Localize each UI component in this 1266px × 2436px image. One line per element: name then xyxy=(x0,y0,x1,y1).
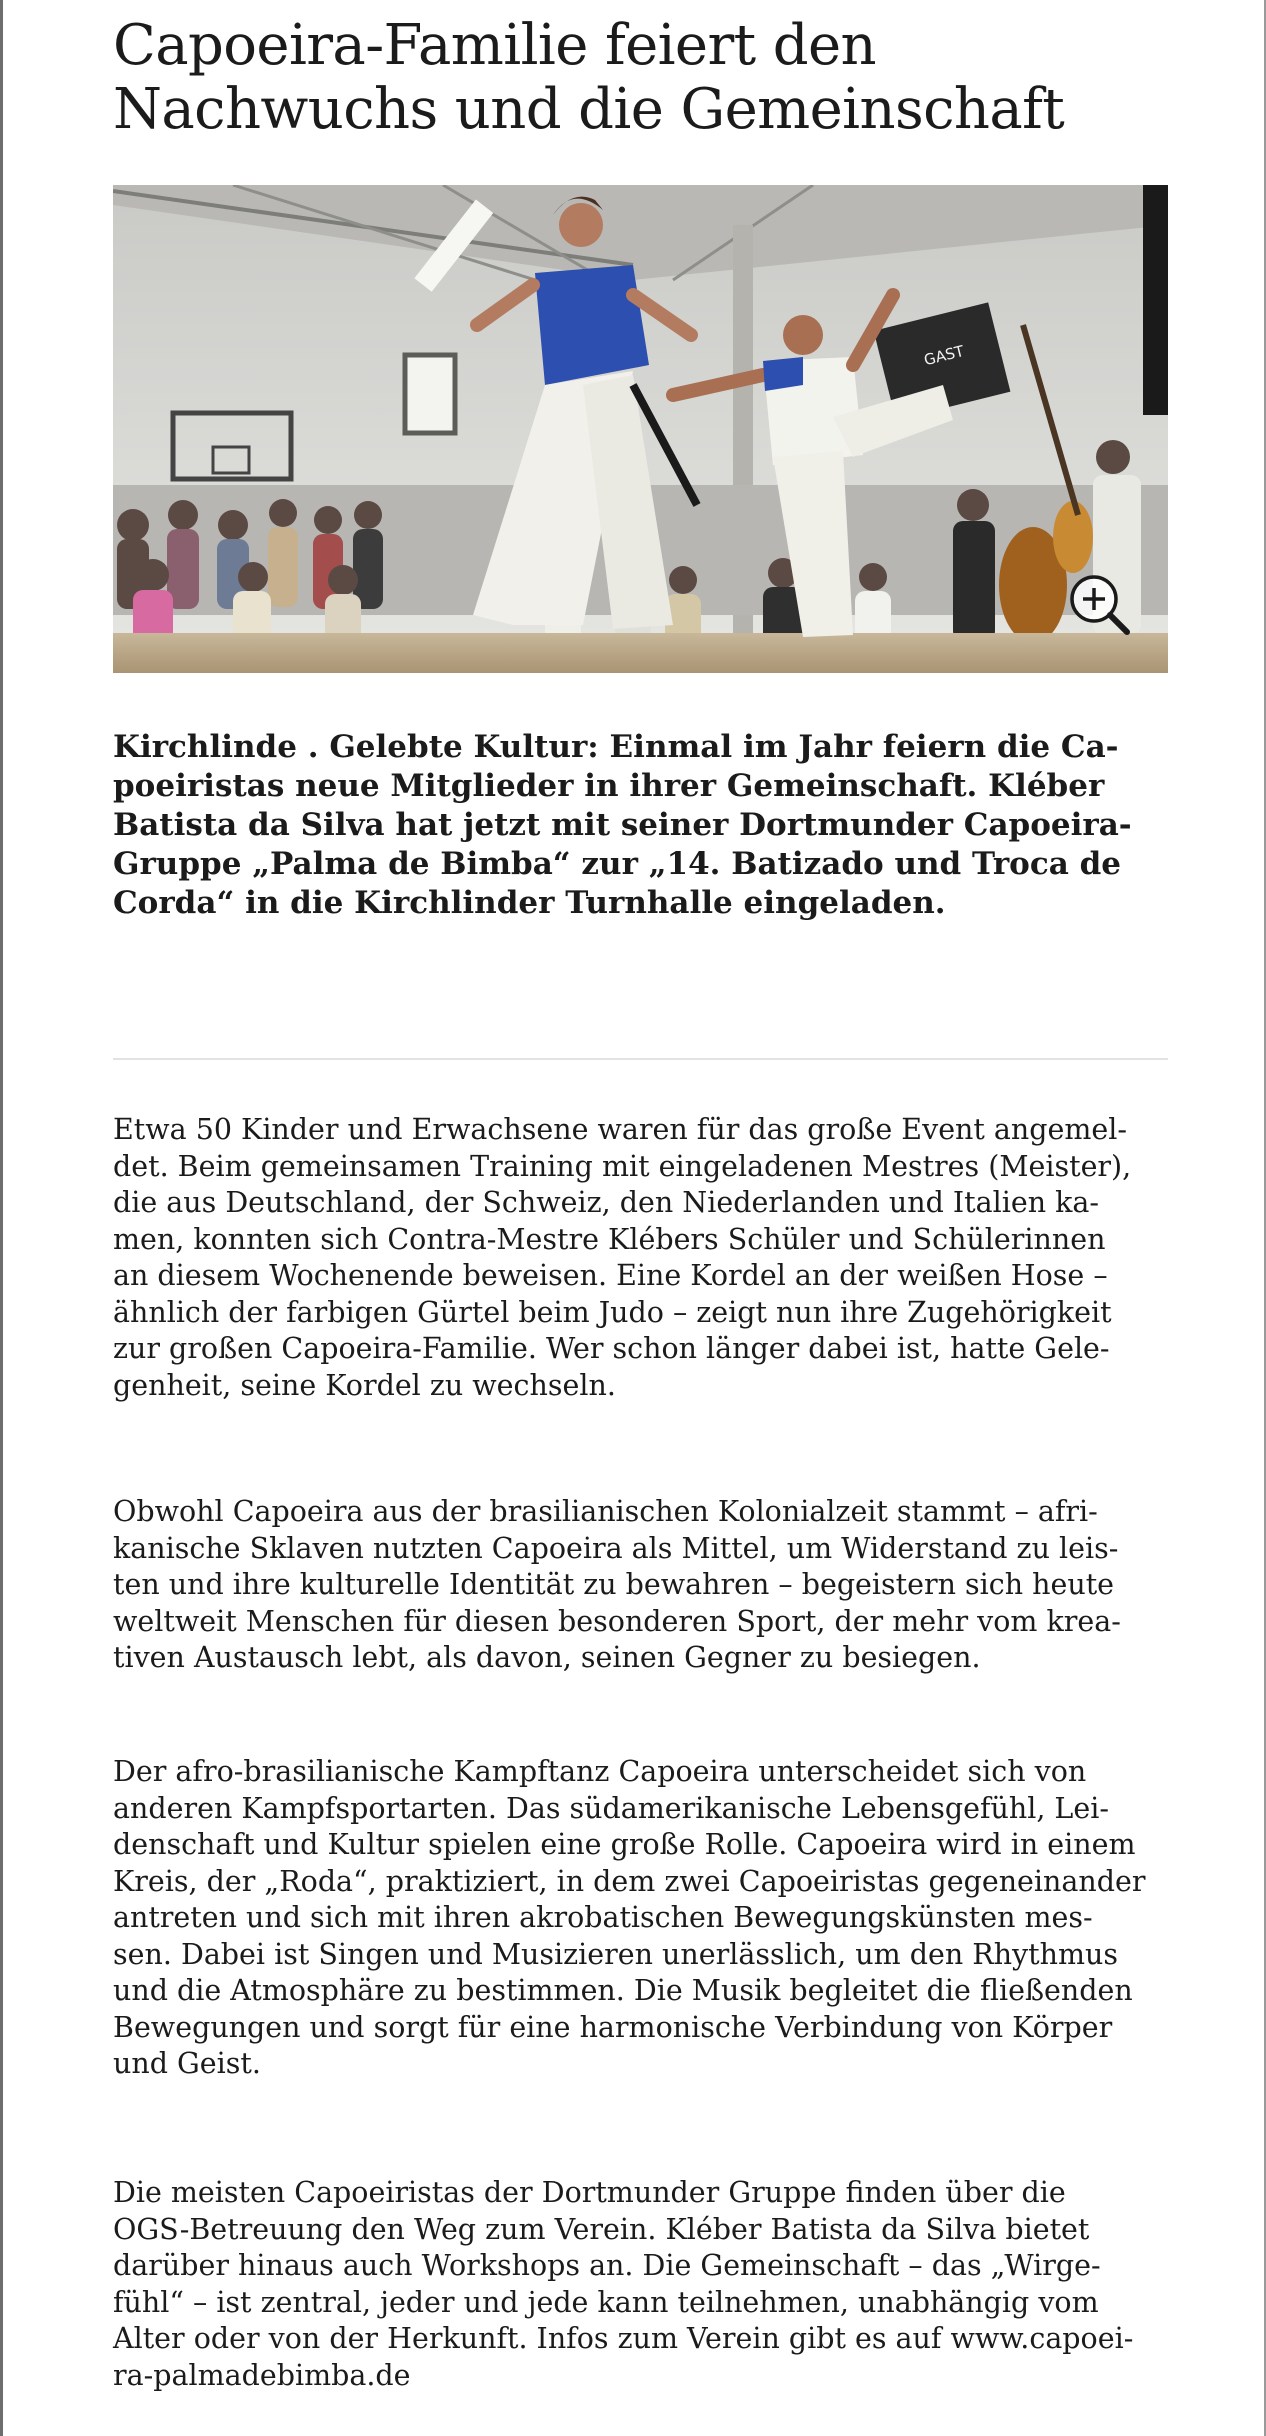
body-line: die aus Deutschland, der Schweiz, den Niederlanden und Italien ka- xyxy=(113,1186,1100,1219)
lead-line: Kirchlinde . Gelebte Kultur: Einmal im Jahr feiern die Ca- xyxy=(113,729,1119,765)
body-line: fühl“ – ist zentral, jeder und jede kann teilnehmen, unabhängig vom xyxy=(113,2285,1099,2319)
body-line: Obwohl Capoeira aus der brasilianischen Kolonialzeit stammt – afri- xyxy=(113,1495,1098,1528)
body-paragraph xyxy=(113,1754,1168,2083)
body-line: Bewegungen und sorgt für eine harmonische Verbindung von Körper xyxy=(113,2010,1113,2044)
body-line: antreten und sich mit ihren akrobatischen Bewegungskünsten mes- xyxy=(113,1901,1093,1934)
body-line: Alter oder von der Herkunft. Infos zum Verein gibt es auf www.capoei- xyxy=(113,2322,1134,2355)
body-line: Kreis, der „Roda“, praktiziert, in dem zwei Capoeiristas gegeneinander xyxy=(113,1864,1146,1898)
body-line: ten und ihre kulturelle Identität zu bewahren – begeistern sich heute xyxy=(113,1568,1115,1601)
hero-photo xyxy=(113,185,1168,673)
body-line: und die Atmosphäre zu bestimmen. Die Musik begleitet die fließenden xyxy=(113,1974,1133,2007)
divider xyxy=(113,1058,1168,1060)
body-line: det. Beim gemeinsamen Training mit eingeladenen Mestres (Meister), xyxy=(113,1149,1132,1183)
body-line: anderen Kampfsportarten. Das südamerikanische Lebensgefühl, Lei- xyxy=(113,1791,1109,1825)
body-line: Der afro-brasilianische Kampftanz Capoeira unterscheidet sich von xyxy=(113,1755,1087,1788)
scoreboard-label: GAST xyxy=(922,341,966,370)
body-line: darüber hinaus auch Workshops an. Die Gemeinschaft – das „Wirge- xyxy=(113,2249,1101,2282)
body-line: denschaft und Kultur spielen eine große Rolle. Capoeira wird in einem xyxy=(113,1828,1136,1861)
lead-line: poeiristas neue Mitglieder in ihrer Gemeinschaft. Kléber xyxy=(113,768,1105,804)
body-line: weltweit Menschen für diesen besonderen Sport, der mehr vom krea- xyxy=(113,1604,1121,1638)
headline: Capoeira-Familie feiert den Nachwuchs und die Gemeinschaft xyxy=(113,13,1065,142)
zoom-in-icon xyxy=(1068,573,1130,635)
body-line: ra-palmadebimba.de xyxy=(113,2358,411,2392)
body-line: zur großen Capoeira-Familie. Wer schon länger dabei ist, hatte Gele- xyxy=(113,1332,1110,1365)
lead-line: Batista da Silva hat jetzt mit seiner Dortmunder Capoeira- xyxy=(113,807,1132,843)
body-line: sen. Dabei ist Singen und Musizieren unerlässlich, um den Rhythmus xyxy=(113,1937,1118,1971)
body-paragraph xyxy=(113,2175,1168,2394)
body-line: ähnlich der farbigen Gürtel beim Judo – zeigt nun ihre Zugehörigkeit xyxy=(113,1295,1112,1329)
body-line: genheit, seine Kordel zu wechseln. xyxy=(113,1368,616,1402)
body-line: tiven Austausch lebt, als davon, seinen Gegner zu besiegen. xyxy=(113,1641,981,1674)
page-edge-left xyxy=(0,0,3,2436)
body-line: OGS-Betreuung den Weg zum Verein. Kléber Batista da Silva bietet xyxy=(113,2212,1090,2246)
lead-paragraph xyxy=(113,728,1168,923)
body-paragraph xyxy=(113,1112,1168,1404)
lead-line: Gruppe „Palma de Bimba“ zur „14. Batizado und Troca de xyxy=(113,846,1121,882)
body-line: Etwa 50 Kinder und Erwachsene waren für das große Event angemel- xyxy=(113,1113,1128,1146)
body-paragraph xyxy=(113,1494,1168,1677)
zoom-button[interactable] xyxy=(1068,573,1130,635)
body-line: kanische Sklaven nutzten Capoeira als Mittel, um Widerstand zu leis- xyxy=(113,1531,1119,1565)
lead-line: Corda“ in die Kirchlinder Turnhalle eingeladen. xyxy=(113,885,946,921)
body-line: Die meisten Capoeiristas der Dortmunder Gruppe finden über die xyxy=(113,2176,1066,2209)
body-line: men, konnten sich Contra-Mestre Klébers Schüler und Schülerinnen xyxy=(113,1222,1106,1256)
body-line: an diesem Wochenende beweisen. Eine Kordel an der weißen Hose – xyxy=(113,1259,1108,1292)
hero-image xyxy=(113,185,1168,673)
body-line: und Geist. xyxy=(113,2047,261,2080)
